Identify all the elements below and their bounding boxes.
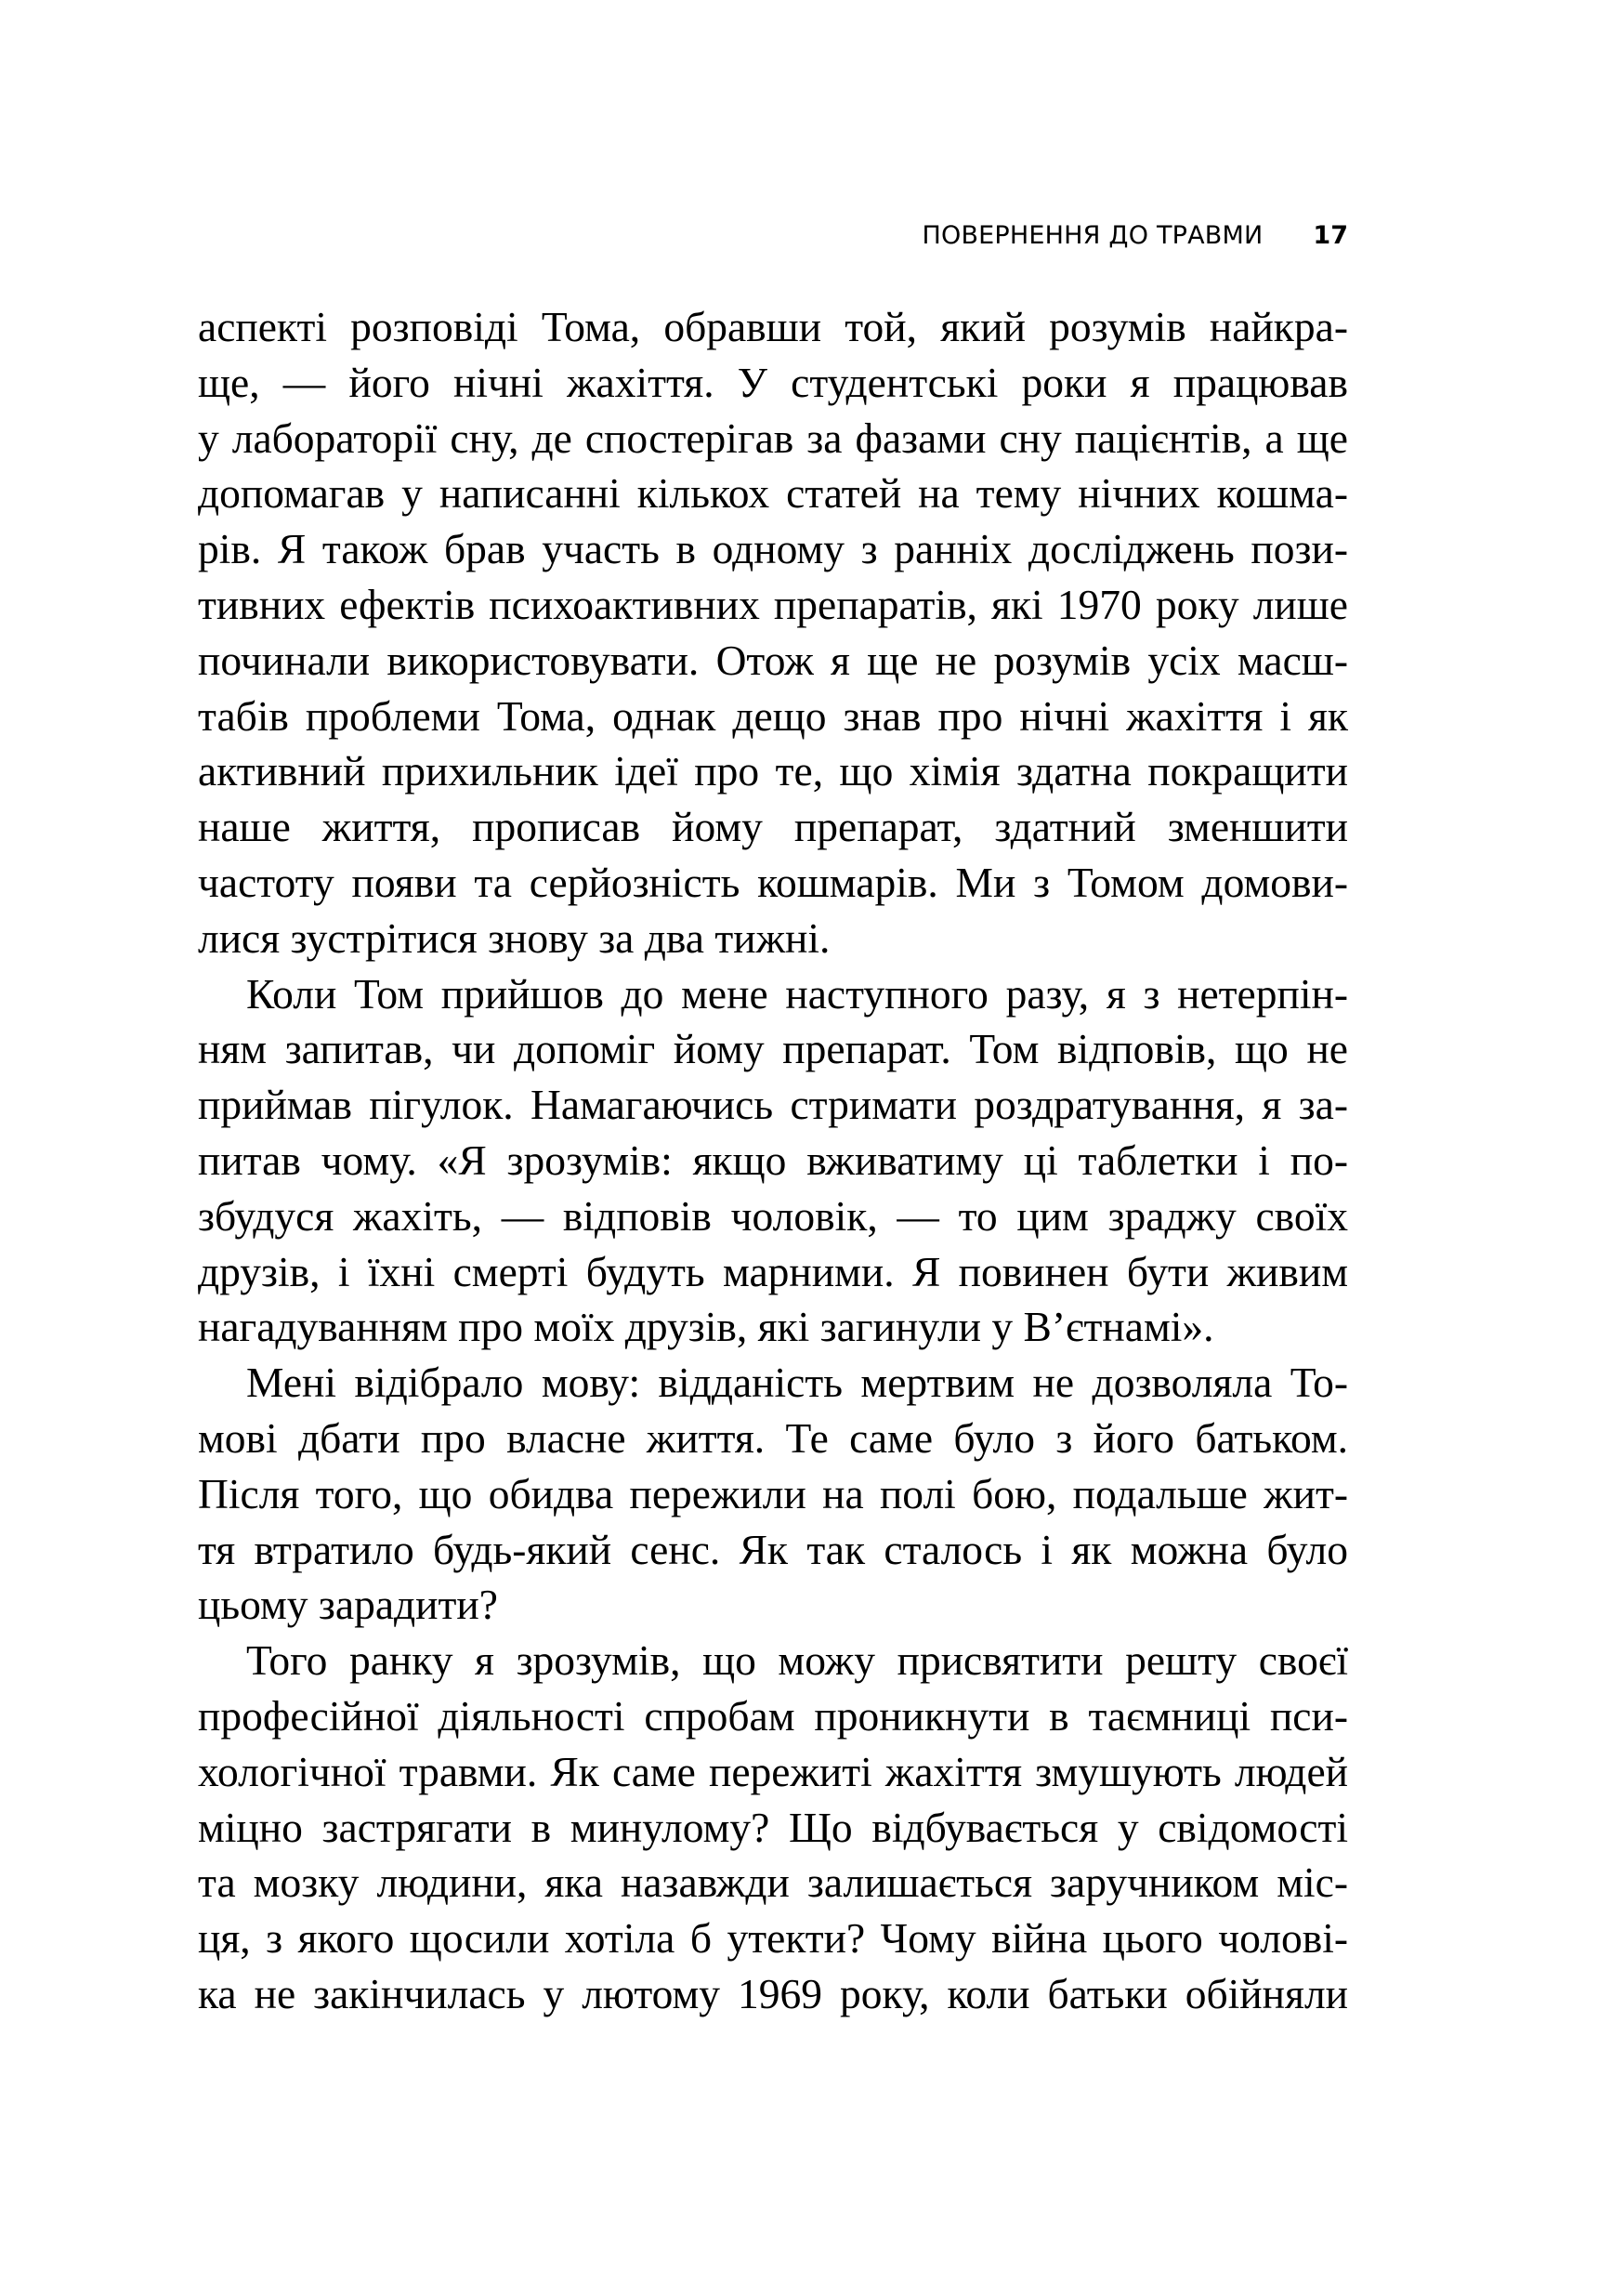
text-line: тя втратило будь-який сенс. Як так сталось і як можна було: [198, 1525, 1348, 1573]
text-line: збудуся жахіть, — відповів чоловік, — то цим зраджу своїх: [198, 1191, 1348, 1240]
page-number: 17: [1313, 221, 1348, 250]
paragraph: [198, 1633, 1348, 2022]
text-line: хологічної травми. Як саме пережиті жахіття змушують людей: [198, 1747, 1348, 1795]
text-line: міцно застрягати в минулому? Що відбувається у свідомості: [198, 1803, 1348, 1851]
text-line: друзів, і їхні смерті будуть марними. Я повинен бути живим: [198, 1247, 1348, 1295]
text-line: Мені відібрало мову: відданість мертвим не дозволяла То-: [246, 1359, 1348, 1407]
text-line: допомагав у написанні кількох статей на тему нічних кошма-: [198, 469, 1348, 518]
text-line: ще, — його нічні жахіття. У студентські роки я працював: [198, 358, 1348, 406]
text-line: питав чому. «Я зрозумів: якщо вживатиму ці таблетки і по-: [198, 1136, 1348, 1184]
text-line: ця, з якого щосили хотіла б утекти? Чому війна цього чолові-: [198, 1914, 1348, 1963]
text-line: аспекті розповіді Тома, обравши той, який розумів найкра-: [198, 303, 1348, 350]
text-line: частоту появи та серйозність кошмарів. Ми з Томом домови-: [198, 858, 1348, 906]
body-text: [198, 299, 1348, 2022]
text-line: професійної діяльності спробам проникнути в таємниці пси-: [198, 1691, 1348, 1740]
text-line: мові дбати про власне життя. Те саме було з його батьком.: [198, 1413, 1348, 1462]
text-line: ням запитав, чи допоміг йому препарат. Том відповів, що не: [198, 1025, 1348, 1073]
text-line: лися зустрітися знову за два тижні.: [198, 913, 831, 962]
text-line: Того ранку я зрозумів, що можу присвятити решту своєї: [246, 1636, 1348, 1685]
text-line: тивних ефектів психоактивних препаратів, які 1970 року лише: [198, 580, 1348, 628]
text-line: у лабораторії сну, де спостерігав за фазами сну пацієнтів, а ще: [198, 414, 1348, 462]
paragraph: [198, 966, 1348, 1356]
running-head-title: ПОВЕРНЕННЯ ДО ТРАВМИ: [922, 221, 1264, 250]
text-line: Коли Том прийшов до мене наступного разу, я з нетерпін-: [246, 969, 1348, 1018]
paragraph: [198, 299, 1348, 966]
text-line: та мозку людини, яка назавжди залишається заручником міс-: [198, 1858, 1348, 1907]
text-line: Після того, що обидва пережили на полі бою, подальше жит-: [198, 1469, 1348, 1517]
text-line: табів проблеми Тома, однак дещо знав про нічні жахіття і як: [198, 691, 1348, 740]
text-line: ка не закінчилась у лютому 1969 року, коли батьки обійняли: [198, 1969, 1348, 2017]
text-line: приймав пігулок. Намагаючись стримати роздратування, я за-: [198, 1081, 1348, 1129]
text-line: наше життя, прописав йому препарат, здатний зменшити: [198, 803, 1348, 851]
text-line: рів. Я також брав участь в одному з ранніх досліджень пози-: [198, 525, 1348, 573]
text-line: активний прихильник ідеї про те, що хімія здатна покращити: [198, 747, 1348, 795]
paragraph: [198, 1355, 1348, 1633]
text-line: нагадуванням про моїх друзів, які загинули у В’єтнамі».: [198, 1303, 1214, 1351]
running-head: [198, 219, 1348, 253]
text-line: цьому зарадити?: [198, 1581, 498, 1629]
text-line: починали використовувати. Отож я ще не розумів усіх масш-: [198, 636, 1348, 684]
